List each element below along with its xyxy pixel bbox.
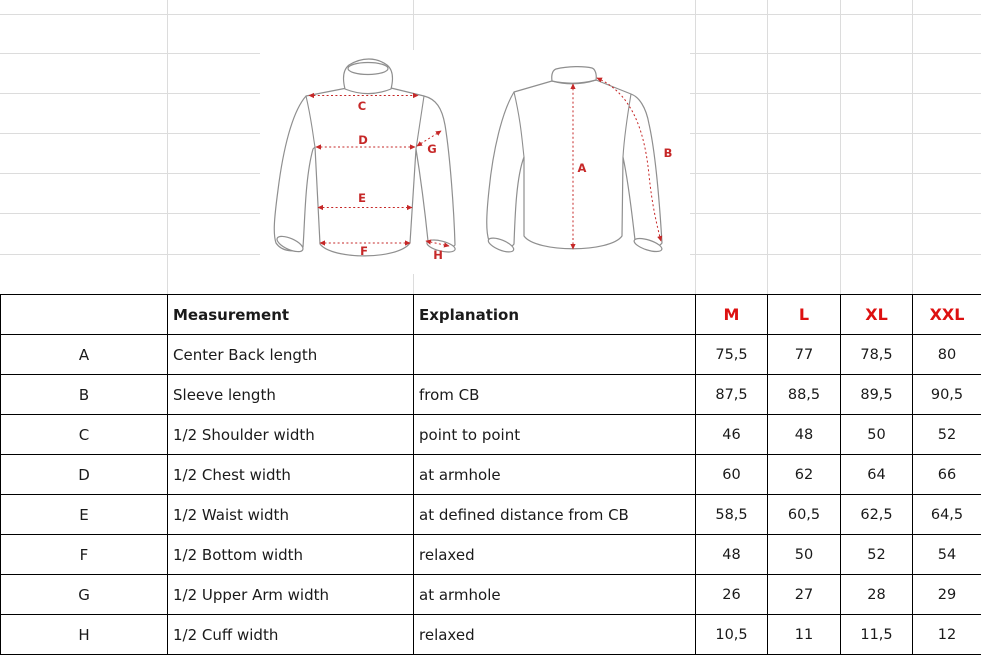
cell-explanation[interactable]: at armhole xyxy=(414,455,696,495)
jacket-back-figure xyxy=(487,67,673,255)
header-explanation[interactable]: Explanation xyxy=(414,295,696,335)
jacket-front-figure xyxy=(274,59,456,262)
cell-explanation[interactable] xyxy=(414,335,696,375)
cell-value-m[interactable]: 75,5 xyxy=(696,335,768,375)
cell-letter[interactable]: B xyxy=(1,375,168,415)
cell-value-l[interactable]: 88,5 xyxy=(768,375,841,415)
header-letter[interactable] xyxy=(1,295,168,335)
gridline-col xyxy=(695,0,696,294)
cell-letter[interactable]: A xyxy=(1,335,168,375)
measure-label-d: D xyxy=(358,133,368,147)
cell-value-m[interactable]: 46 xyxy=(696,415,768,455)
cell-letter[interactable]: F xyxy=(1,535,168,575)
cell-value-m[interactable]: 60 xyxy=(696,455,768,495)
header-size-xxl[interactable]: XXL xyxy=(913,295,981,335)
measure-label-g: G xyxy=(427,142,437,156)
cell-letter[interactable]: E xyxy=(1,495,168,535)
cell-value-xxl[interactable]: 80 xyxy=(913,335,981,375)
cell-letter[interactable]: H xyxy=(1,615,168,655)
gridline-col xyxy=(767,0,768,294)
cell-explanation[interactable]: from CB xyxy=(414,375,696,415)
cell-explanation[interactable]: at armhole xyxy=(414,575,696,615)
cell-value-xl[interactable]: 89,5 xyxy=(841,375,913,415)
cell-value-l[interactable]: 77 xyxy=(768,335,841,375)
cell-measurement[interactable]: Sleeve length xyxy=(168,375,414,415)
cell-value-l[interactable]: 48 xyxy=(768,415,841,455)
cell-measurement[interactable]: 1/2 Waist width xyxy=(168,495,414,535)
measure-label-c: C xyxy=(357,99,367,113)
jacket-diagram-svg xyxy=(260,50,690,274)
cell-value-xxl[interactable]: 52 xyxy=(913,415,981,455)
cell-value-xl[interactable]: 28 xyxy=(841,575,913,615)
cell-value-xl[interactable]: 78,5 xyxy=(841,335,913,375)
cell-value-m[interactable]: 10,5 xyxy=(696,615,768,655)
cell-value-l[interactable]: 62 xyxy=(768,455,841,495)
cell-value-xxl[interactable]: 54 xyxy=(913,535,981,575)
cell-value-xl[interactable]: 52 xyxy=(841,535,913,575)
cell-value-xxl[interactable]: 90,5 xyxy=(913,375,981,415)
measure-label-f: F xyxy=(360,244,368,258)
size-chart-table xyxy=(0,294,981,655)
header-measurement[interactable]: Measurement xyxy=(168,295,414,335)
cell-value-l[interactable]: 27 xyxy=(768,575,841,615)
cell-measurement[interactable]: 1/2 Cuff width xyxy=(168,615,414,655)
cell-value-xxl[interactable]: 66 xyxy=(913,455,981,495)
cell-letter[interactable]: D xyxy=(1,455,168,495)
header-size-xl[interactable]: XL xyxy=(841,295,913,335)
cell-explanation[interactable]: relaxed xyxy=(414,535,696,575)
cell-value-xl[interactable]: 62,5 xyxy=(841,495,913,535)
cell-value-l[interactable]: 60,5 xyxy=(768,495,841,535)
header-size-l[interactable]: L xyxy=(768,295,841,335)
cell-explanation[interactable]: relaxed xyxy=(414,615,696,655)
cell-explanation[interactable]: point to point xyxy=(414,415,696,455)
cell-letter[interactable]: C xyxy=(1,415,168,455)
cell-letter[interactable]: G xyxy=(1,575,168,615)
gridline-col xyxy=(912,0,913,294)
cell-measurement[interactable]: 1/2 Bottom width xyxy=(168,535,414,575)
cell-value-m[interactable]: 87,5 xyxy=(696,375,768,415)
gridline-col xyxy=(167,0,168,294)
gridline-col xyxy=(840,0,841,294)
cell-value-xxl[interactable]: 12 xyxy=(913,615,981,655)
cell-value-xxl[interactable]: 29 xyxy=(913,575,981,615)
header-size-m[interactable]: M xyxy=(696,295,768,335)
cell-measurement[interactable]: 1/2 Chest width xyxy=(168,455,414,495)
gridline-row xyxy=(0,14,981,15)
cell-value-xl[interactable]: 50 xyxy=(841,415,913,455)
cell-measurement[interactable]: Center Back length xyxy=(168,335,414,375)
cell-value-m[interactable]: 58,5 xyxy=(696,495,768,535)
cell-value-l[interactable]: 11 xyxy=(768,615,841,655)
cell-measurement[interactable]: 1/2 Shoulder width xyxy=(168,415,414,455)
measure-label-e: E xyxy=(358,191,366,205)
cell-value-xl[interactable]: 64 xyxy=(841,455,913,495)
cell-explanation[interactable]: at defined distance from CB xyxy=(414,495,696,535)
measure-label-a: A xyxy=(577,161,587,175)
cell-value-xxl[interactable]: 64,5 xyxy=(913,495,981,535)
cell-measurement[interactable]: 1/2 Upper Arm width xyxy=(168,575,414,615)
cell-value-l[interactable]: 50 xyxy=(768,535,841,575)
cell-value-m[interactable]: 26 xyxy=(696,575,768,615)
measure-label-h: H xyxy=(433,248,443,262)
cell-value-xl[interactable]: 11,5 xyxy=(841,615,913,655)
measure-label-b: B xyxy=(663,146,673,160)
cell-value-m[interactable]: 48 xyxy=(696,535,768,575)
garment-diagram xyxy=(260,50,690,274)
